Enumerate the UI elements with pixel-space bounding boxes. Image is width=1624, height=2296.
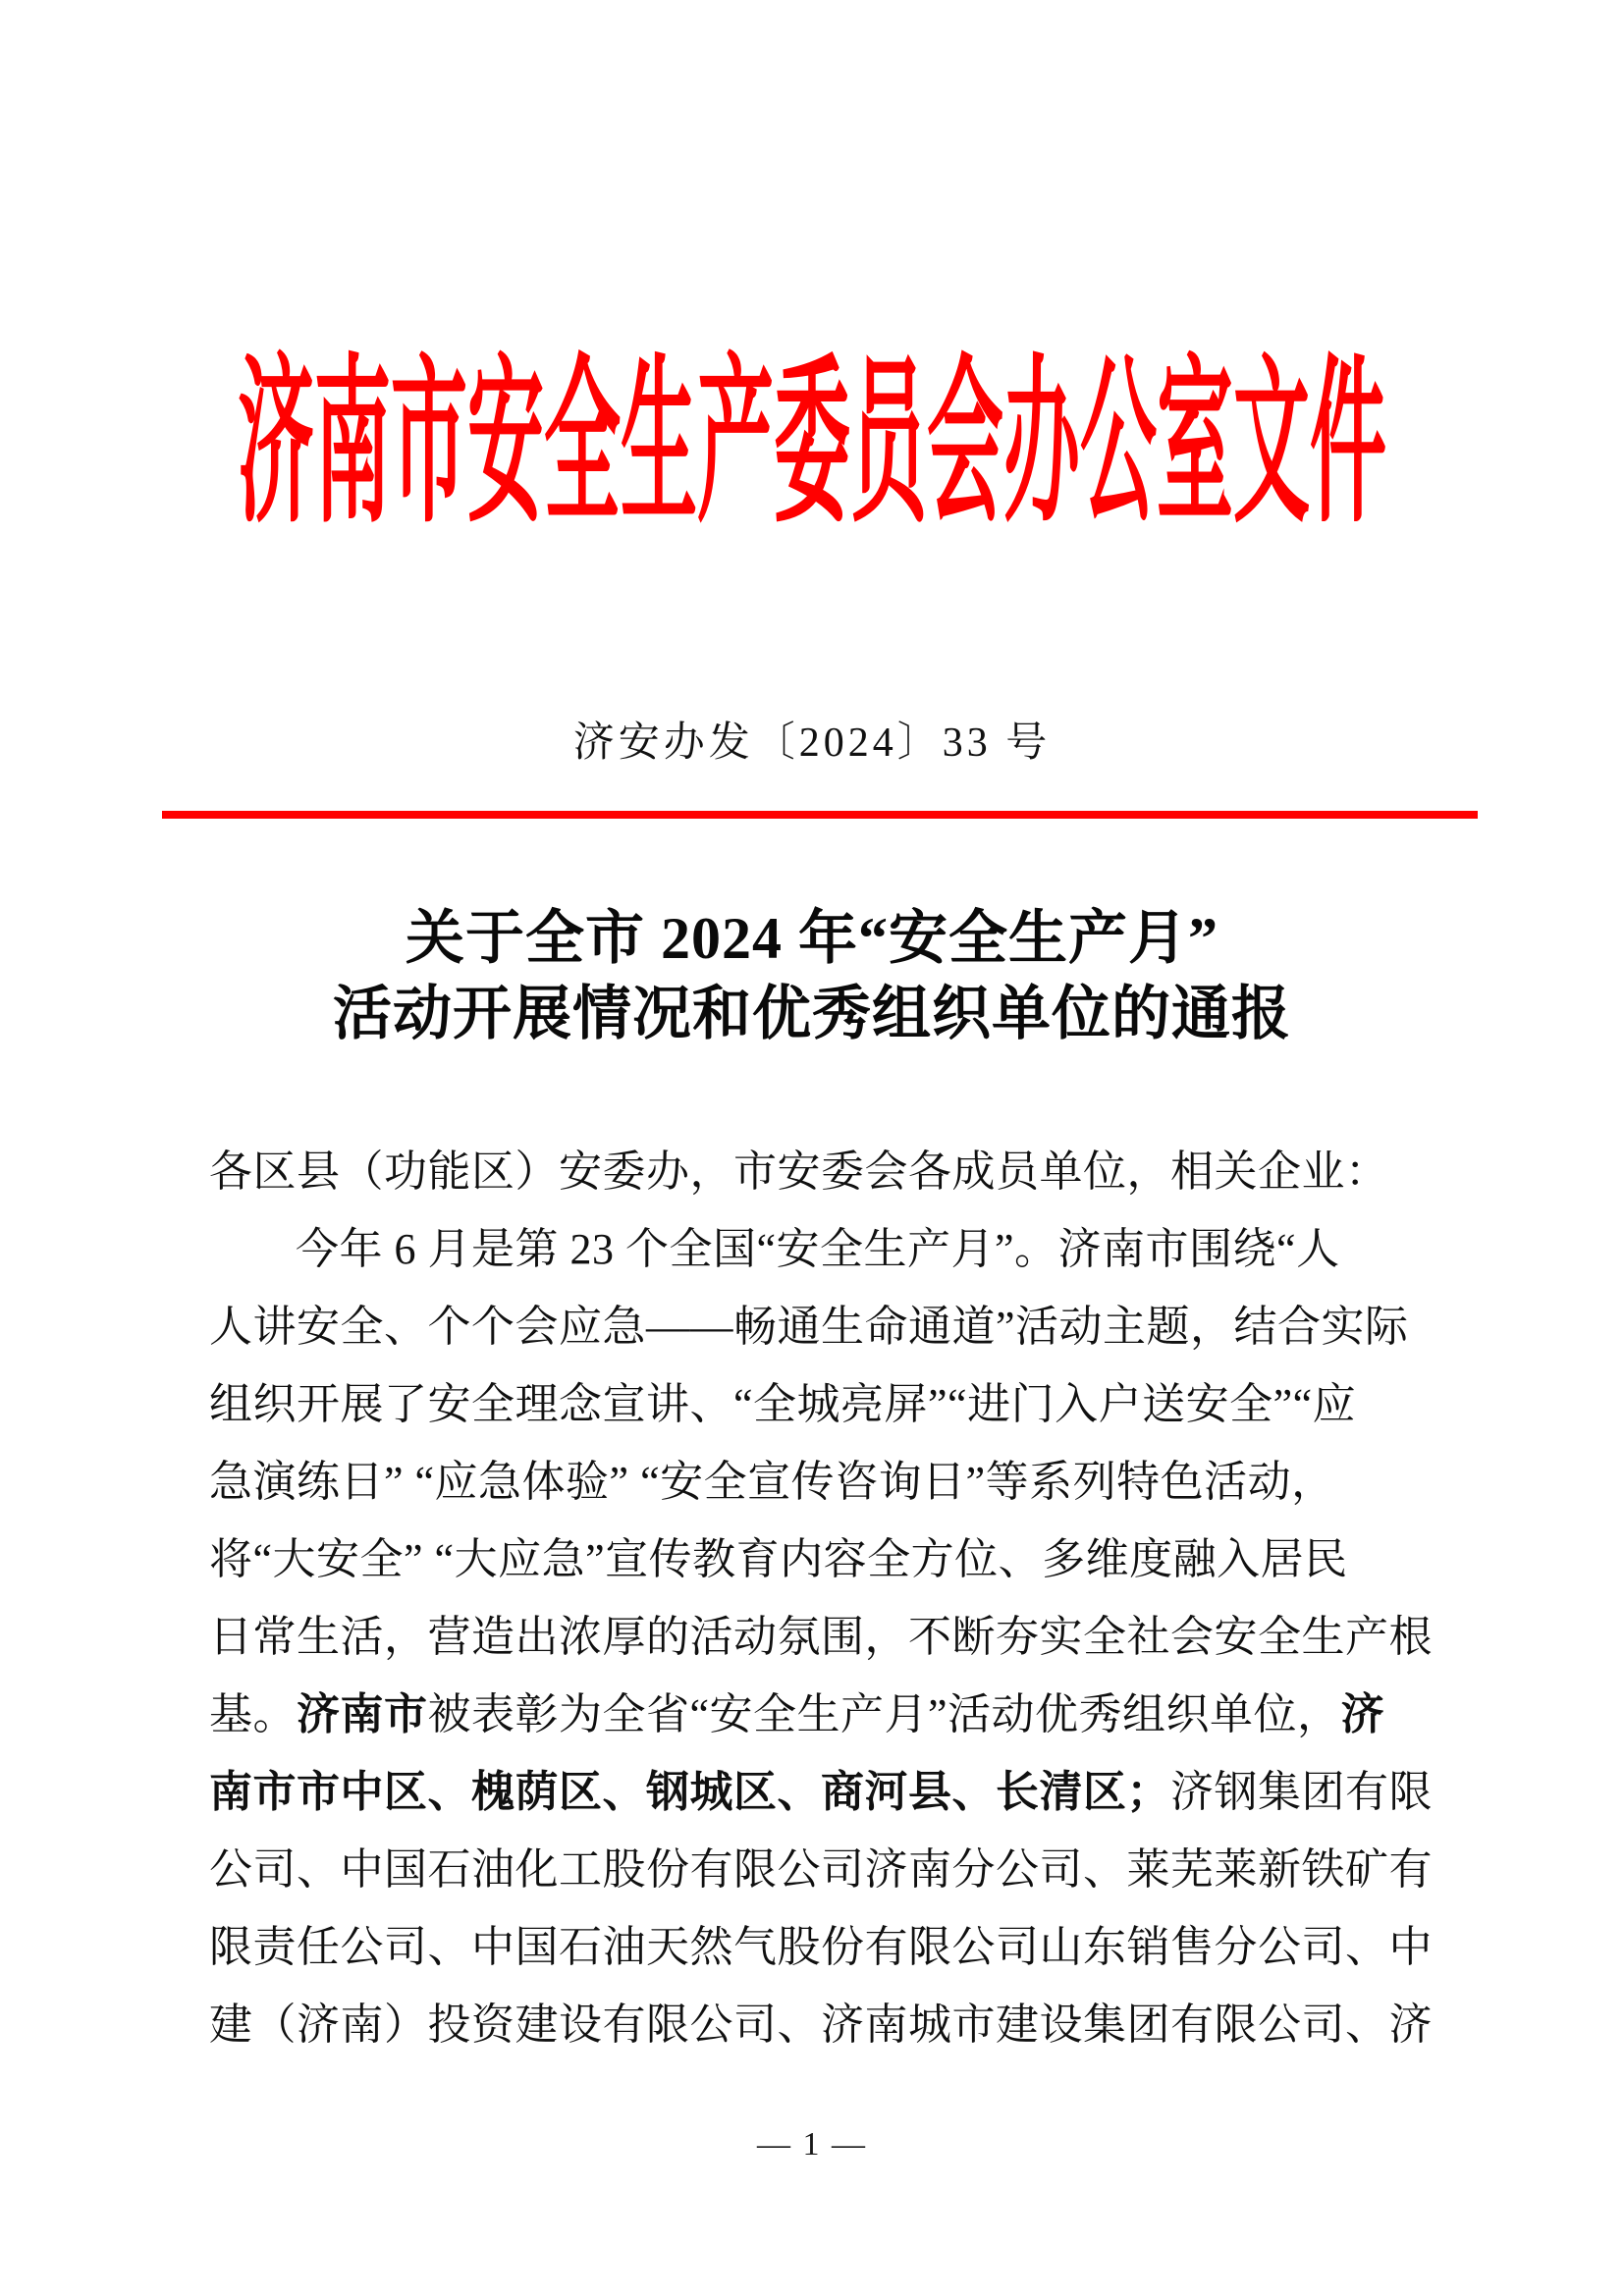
footer-page-number: — 1 — — [757, 2126, 867, 2163]
document-title-line-2: 活动开展情况和优秀组织单位的通报 — [333, 982, 1291, 1046]
body-text-bold-segment: 济 — [1340, 1690, 1385, 1738]
body-line — [209, 1443, 1446, 1521]
body-text-segment: 建（济南）投资建设有限公司、济南城市建设集团有限公司、济 — [209, 2001, 1433, 2049]
body-line — [209, 1986, 1446, 2063]
body-line — [209, 1365, 1446, 1443]
body-text-segment: 日常生活，营造出浓厚的活动氛围，不断夯实全社会安全生产根 — [209, 1613, 1433, 1661]
body-text-segment: 济钢集团有限 — [1170, 1768, 1433, 1816]
body-text-segment: 各区县（功能区）安委办，市安委会各成员单位，相关企业： — [209, 1148, 1389, 1196]
body-line — [209, 1753, 1446, 1831]
body-text-segment: 基。 — [209, 1690, 297, 1738]
body-line — [209, 1210, 1446, 1288]
body-text-segment: 将“大安全” “大应急”宣传教育内容全方位、多维度融入居民 — [209, 1535, 1348, 1583]
red-divider-rule — [162, 811, 1478, 819]
body-text-segment: 组织开展了安全理念宣讲、“全城亮屏”“进门入户送安全”“应 — [209, 1380, 1357, 1428]
body-line — [209, 1288, 1446, 1365]
body-line — [209, 1521, 1446, 1598]
body-line — [209, 1598, 1446, 1676]
body-text-segment: 急演练日” “应急体验” “安全宣传咨询日”等系列特色活动， — [209, 1458, 1335, 1506]
body-line — [209, 1831, 1446, 1908]
body-text-segment: 今年 6 月是第 23 个全国“安全生产月”。济南市围绕“人 — [296, 1225, 1340, 1273]
body-line — [209, 1133, 1446, 1210]
body-text-segment: 人讲安全、个个会应急——畅通生命通道”活动主题，结合实际 — [209, 1303, 1409, 1351]
body-text-segment: 公司、中国石油化工股份有限公司济南分公司、莱芜莱新铁矿有 — [209, 1845, 1433, 1894]
document-title — [0, 901, 1624, 1052]
body-line — [209, 1908, 1446, 1986]
document-number: 济安办发〔2024〕33 号 — [572, 721, 1052, 766]
body-text-segment: 被表彰为全省“安全生产月”活动优秀组织单位， — [427, 1690, 1341, 1738]
document-body — [209, 1133, 1446, 2063]
body-line — [209, 1676, 1446, 1753]
body-text-segment: 限责任公司、中国石油天然气股份有限公司山东销售分公司、中 — [209, 1923, 1433, 1971]
red-masthead-title: 济南市安全生产委员会办公室文件 — [237, 343, 1387, 545]
body-text-bold-segment: 济南市 — [297, 1690, 428, 1738]
document-title-line-1: 关于全市 2024 年“安全生产月” — [406, 906, 1218, 971]
body-text-bold-segment: 南市市中区、槐荫区、钢城区、商河县、长清区； — [209, 1768, 1170, 1816]
